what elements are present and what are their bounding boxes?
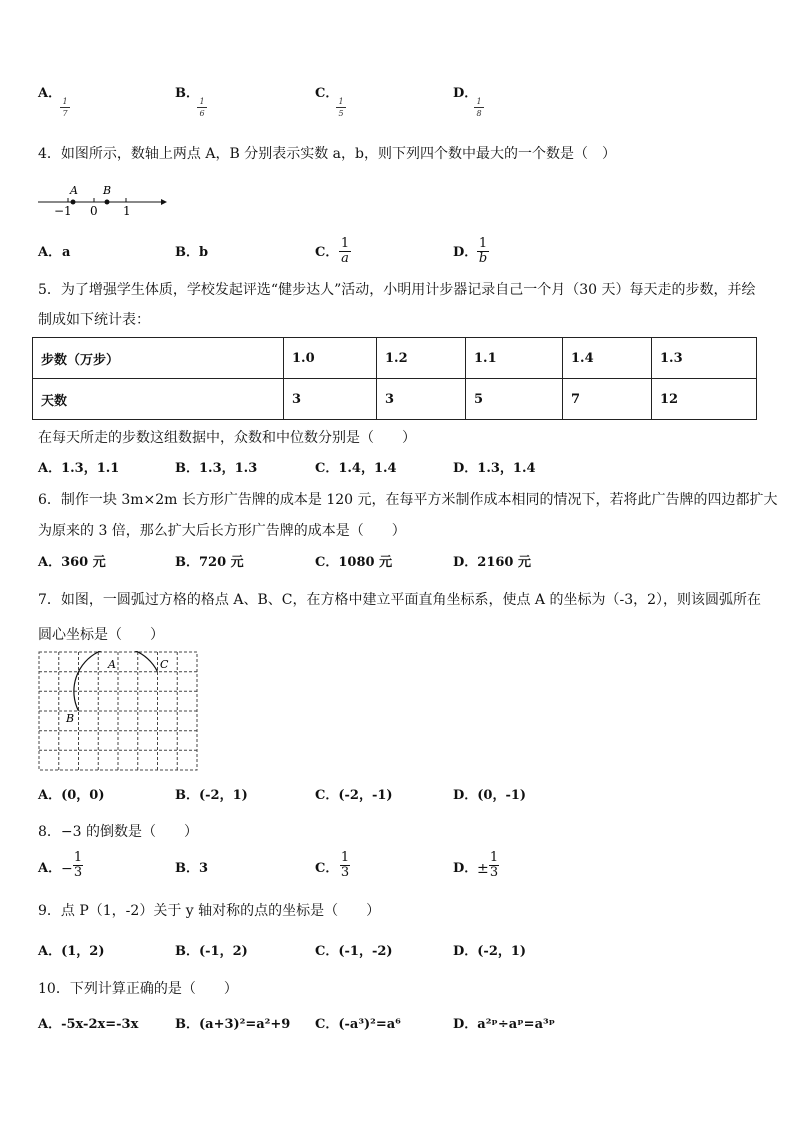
table-cell: 3	[377, 379, 466, 420]
point-b-dot	[105, 200, 110, 205]
q3-option-d-fraction: 1 8	[474, 97, 484, 118]
table-cell: 1.2	[377, 338, 466, 379]
grid-lines	[39, 652, 197, 770]
q6-stem-line2: 为原来的 3 倍，那么扩大后长方形广告牌的成本是（ ）	[38, 523, 406, 539]
q8-option-d-sign: ±	[477, 861, 489, 877]
table-row	[33, 338, 757, 379]
q6-option-a: A．360 元	[38, 555, 106, 570]
q7-option-b: B．(-2，1)	[175, 788, 248, 803]
q7-stem-line2: 圆心坐标是（ ）	[38, 627, 164, 643]
table-cell: 1.4	[563, 338, 652, 379]
q5-option-b: B．1.3，1.3	[175, 461, 258, 476]
q5-stem-line2: 制成如下统计表：	[38, 312, 150, 328]
q3-option-a-fraction: 1 7	[60, 97, 70, 118]
q3-option-c-label: C．	[315, 86, 339, 101]
q7-option-c: C．(-2，-1)	[315, 788, 393, 803]
point-b-label: B	[66, 712, 75, 725]
point-a-label: A	[108, 658, 116, 671]
q4-option-b-label: B．	[175, 245, 199, 260]
q8-option-a-label: A．	[38, 861, 62, 876]
table-cell: 7	[563, 379, 652, 420]
q7-stem-line1: 7．如图，一圆弧过方格的格点 A、B、C，在方格中建立平面直角坐标系，使点 A 的坐标为（-3，2），则该圆弧所在	[38, 592, 762, 608]
q8-stem: 8．−3 的倒数是（ ）	[38, 824, 198, 840]
q9-option-c: C．(-1，-2)	[315, 944, 393, 959]
q6-stem-line1: 6．制作一块 3m×2m 长方形广告牌的成本是 120 元，在每平方米制作成本相同的情况下，若将此广告牌的四边都扩大	[38, 492, 778, 508]
q4-number-line	[36, 181, 168, 221]
table-cell: 1.0	[284, 338, 377, 379]
q5-option-d: D．1.3，1.4	[453, 461, 536, 476]
q5-stem-line1: 5．为了增强学生体质，学校发起评选“健步达人”活动，小明用计步器记录自己一个月（30 天）每天走的步数，并绘	[38, 282, 756, 298]
q9-option-b: B．(-1，2)	[175, 944, 248, 959]
q6-option-b: B．720 元	[175, 555, 244, 570]
q4-option-c-fraction: 1 a	[340, 236, 350, 266]
q10-option-c: C．(-a³)²=a⁶	[315, 1017, 401, 1032]
number-line-arrow	[161, 199, 167, 205]
q9-option-d: D．(-2，1)	[453, 944, 527, 959]
table-cell: 12	[652, 379, 757, 420]
q4-option-d-label: D．	[453, 245, 478, 260]
q4-option-c-label: C．	[315, 245, 339, 260]
q3-option-b-label: B．	[175, 86, 199, 101]
q10-option-b: B．(a+3)²=a²+9	[175, 1017, 291, 1032]
table-cell: 1.1	[466, 338, 563, 379]
q6-option-d: D．2160 元	[453, 555, 531, 570]
q3-option-c-fraction: 1 5	[336, 97, 346, 118]
q8-option-c-fraction: 1 3	[340, 850, 350, 880]
q4-stem: 4．如图所示，数轴上两点 A，B 分别表示实数 a，b，则下列四个数中最大的一个数是（ ）	[38, 146, 616, 162]
q3-option-d-label: D．	[453, 86, 478, 101]
table-cell: 3	[284, 379, 377, 420]
table-cell: 步数（万步）	[33, 338, 284, 379]
q7-grid-figure	[38, 651, 200, 773]
q8-option-d-fraction: 1 3	[489, 850, 499, 880]
q4-option-a-text: a	[62, 245, 71, 260]
q8-option-d-label: D．	[453, 861, 478, 876]
q5-question: 在每天所走的步数这组数据中，众数和中位数分别是（ ）	[38, 430, 416, 446]
q9-stem: 9．点 P（1，-2）关于 y 轴对称的点的坐标是（ ）	[38, 903, 381, 919]
q8-option-a-fraction: 1 3	[73, 850, 83, 880]
tick-label-1: 1	[123, 204, 131, 218]
q4-option-a-label: A．	[38, 245, 62, 260]
q10-option-a: A．-5x-2x=-3x	[38, 1017, 139, 1032]
point-c-label: C	[160, 658, 169, 671]
q5-option-a: A．1.3，1.1	[38, 461, 120, 476]
q3-option-a-label: A．	[38, 86, 62, 101]
q8-option-a-sign: −	[61, 861, 73, 877]
tick-label-minus-1: −1	[54, 204, 72, 218]
q5-option-c: C．1.4，1.4	[315, 461, 397, 476]
q6-option-c: C．1080 元	[315, 555, 393, 570]
q3-option-b-fraction: 1 6	[197, 97, 207, 118]
table-cell: 1.3	[652, 338, 757, 379]
point-a-label: A	[70, 184, 78, 197]
q10-option-d: D．a²ᵖ÷aᵖ=a³ᵖ	[453, 1017, 556, 1032]
q10-stem: 10．下列计算正确的是（ ）	[38, 981, 238, 997]
q8-option-c-label: C．	[315, 861, 339, 876]
q9-option-a: A．(1，2)	[38, 944, 105, 959]
q7-option-a: A．(0，0)	[38, 788, 105, 803]
q4-option-b-text: b	[199, 245, 209, 260]
table-cell: 5	[466, 379, 563, 420]
q4-option-d-fraction: 1 b	[478, 236, 488, 266]
table-row	[33, 379, 757, 420]
q5-statistics-table	[32, 337, 757, 420]
table-cell: 天数	[33, 379, 284, 420]
q8-option-b: B．3	[175, 861, 209, 876]
q7-option-d: D．(0，-1)	[453, 788, 527, 803]
point-b-label: B	[103, 184, 112, 197]
tick-label-0: 0	[90, 204, 98, 218]
